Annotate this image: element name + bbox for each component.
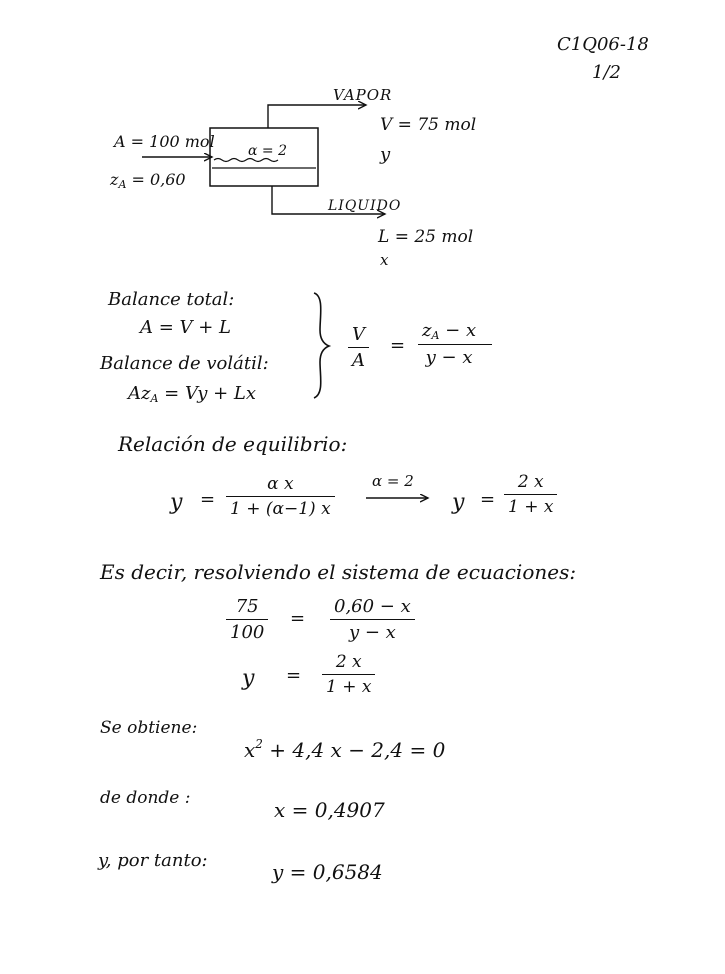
equilibrium-title: Relación de equilibrio: [118,432,348,456]
vapor-label: VAPOR [333,86,393,104]
liquid-amount: L = 25 mol [378,227,474,247]
vapor-composition: y [380,144,391,165]
system-eq2-lhs: y [242,666,255,691]
total-balance-title: Balance total: [108,289,235,310]
vapor-amount: V = 75 mol [380,115,477,135]
system-eq2-fraction: 2 x 1 + x [322,654,375,696]
problem-code: C1Q06-18 [557,34,649,55]
liquid-composition: x [380,251,389,269]
system-title: Es decir, resolviendo el sistema de ecuaciones: [100,560,577,584]
page-number: 1/2 [592,62,621,83]
combined-rhs-fraction: $z_A - x$ y − x [418,322,480,367]
equilibrium-fraction: α x 1 + (α−1) x [226,476,335,518]
equilibrium-equals-simplified: = [480,489,496,510]
equilibrium-lhs-simplified: y [452,490,465,515]
feed-composition: $z_A = 0,60$ [110,170,186,191]
therefore-label: y, por tanto: [98,850,208,871]
combined-lhs-fraction: V A [348,326,369,370]
liquid-label: LIQUIDO [328,198,402,214]
equilibrium-lhs: y [170,490,183,515]
total-balance-equation: A = V + L [140,317,232,338]
equilibrium-equals: = [200,489,216,510]
quadratic-equation: $x^2 + 4,4$ x − 2,4 = 0 [244,737,446,762]
feed-amount: A = 100 mol [114,132,215,151]
obtain-label: Se obtiene: [100,718,198,738]
volatile-balance-title: Balance de volátil: [100,353,269,374]
y-result: y = 0,6584 [272,860,383,884]
equilibrium-fraction-simplified: 2 x 1 + x [504,474,557,516]
combined-equals: = [390,335,406,356]
from-label: de donde : [100,788,191,808]
curly-brace [314,293,329,398]
system-eq1-lhs-fraction: 75 100 [226,598,268,642]
x-result: x = 0,4907 [274,798,385,822]
volatile-balance-equation: $Az_A = Vy + Lx$ [128,383,257,405]
system-eq1-rhs-fraction: 0,60 − x y − x [330,598,415,642]
vapor-outlet-arrow [268,105,366,128]
system-eq2-equals: = [286,665,302,686]
relative-volatility: α = 2 [248,143,287,159]
system-eq1-equals: = [290,608,306,629]
alpha-substitution-label: α = 2 [372,472,414,490]
